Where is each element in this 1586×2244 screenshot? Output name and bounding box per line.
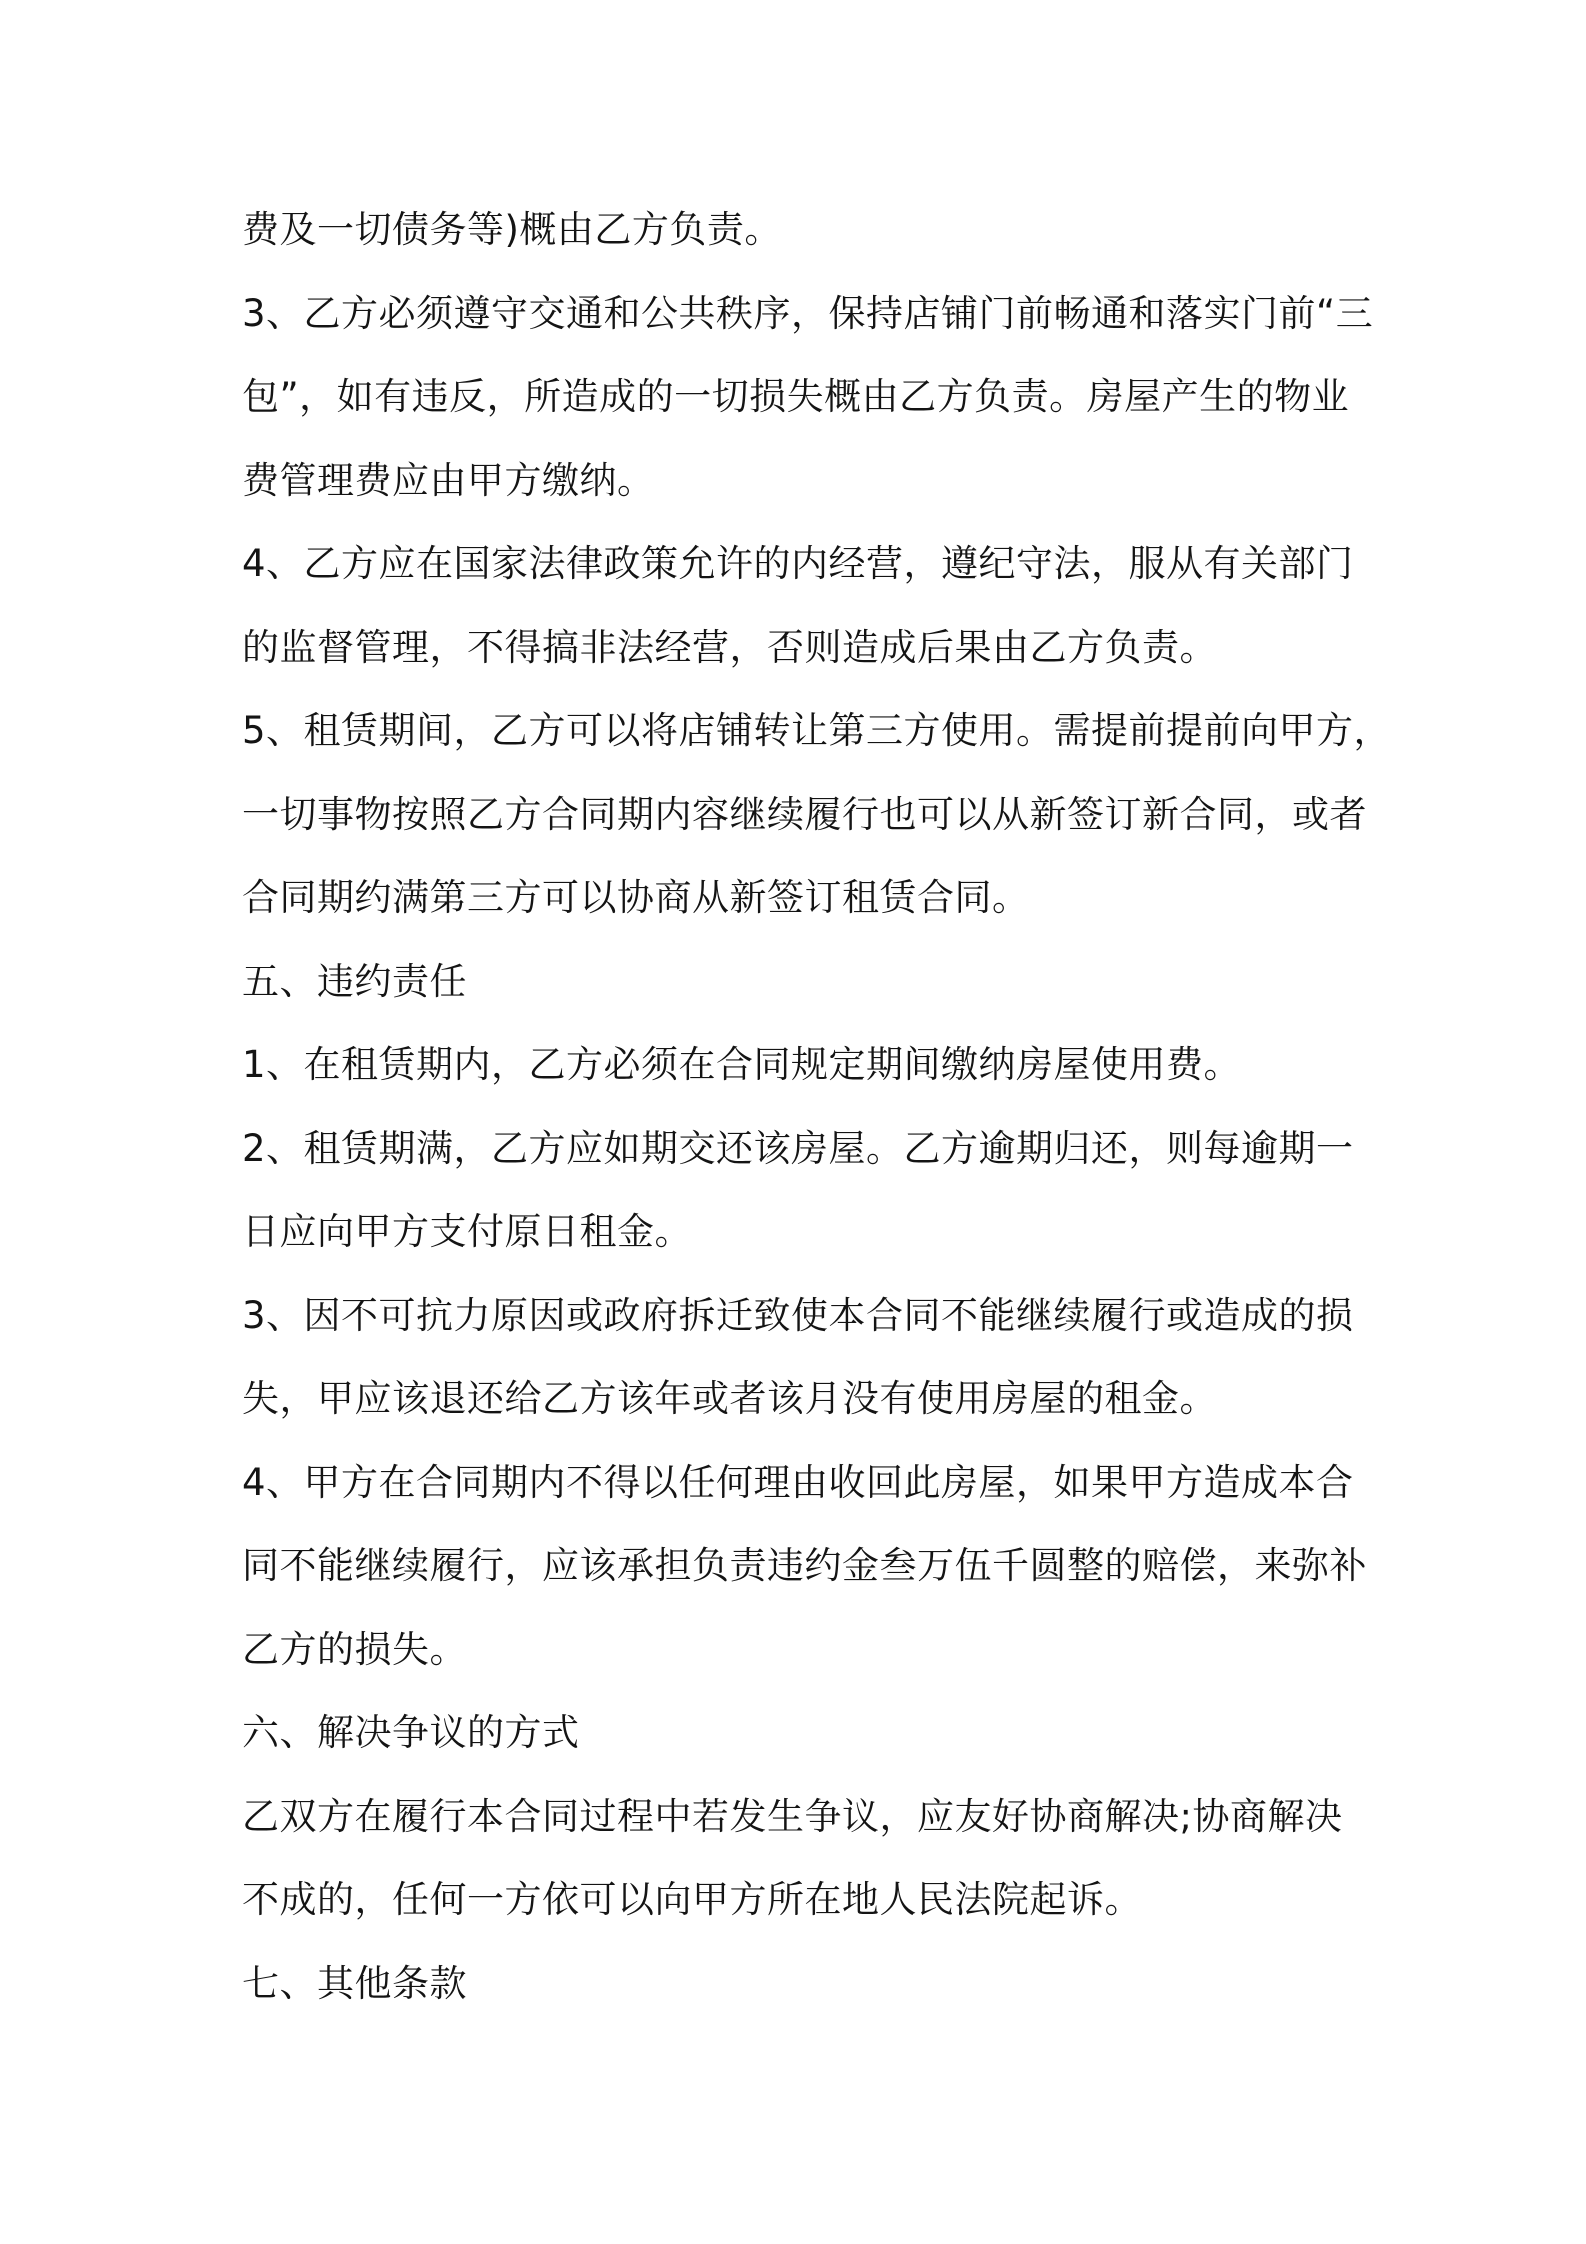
text-line: 合同期约满第三方可以协商从新签订租赁合同。 (242, 876, 1030, 919)
clause-4-line: 4、乙方应在国家法律政策允许的内经营，遵纪守法，服从有关部门 (242, 542, 1354, 585)
text-line: 费管理费应由甲方缴纳。 (242, 458, 655, 502)
text-line: 乙方的损失。 (242, 1627, 467, 1671)
section-heading-dispute: 六、解决争议的方式 (242, 1711, 580, 1754)
text-line: 的监督管理，不得搞非法经营，否则造成后果由乙方负责。 (242, 625, 1217, 669)
document-body (242, 188, 1392, 2025)
clause-3-line: 3、乙方必须遵守交通和公共秩序，保持店铺门前畅通和落实门前“三 (242, 291, 1374, 335)
text-line: 包”，如有违反，所造成的一切损失概由乙方负责。房屋产生的物业 (242, 375, 1350, 418)
section-heading-other: 七、其他条款 (242, 1961, 467, 2005)
clause-5-line: 5、租赁期间，乙方可以将店铺转让第三方使用。需提前提前向甲方， (242, 709, 1392, 752)
clause-4-line: 4、甲方在合同期内不得以任何理由收回此房屋，如果甲方造成本合 (242, 1460, 1354, 1504)
text-line: 同不能继续履行，应该承担负责违约金叁万伍千圆整的赔偿，来弥补 (242, 1544, 1367, 1587)
clause-2-line: 2、租赁期满，乙方应如期交还该房屋。乙方逾期归还，则每逾期一 (242, 1126, 1354, 1170)
text-line: 乙双方在履行本合同过程中若发生争议，应友好协商解决;协商解决 (242, 1794, 1343, 1838)
text-line: 日应向甲方支付原日租金。 (242, 1210, 692, 1253)
section-heading-breach: 五、违约责任 (242, 959, 467, 1003)
text-line: 费及一切债务等)概由乙方负责。 (242, 208, 782, 251)
clause-1-line: 1、在租赁期内，乙方必须在合同规定期间缴纳房屋使用费。 (242, 1043, 1242, 1086)
text-line: 不成的，任何一方依可以向甲方所在地人民法院起诉。 (242, 1878, 1142, 1921)
text-line: 一切事物按照乙方合同期内容继续履行也可以从新签订新合同，或者 (242, 792, 1367, 836)
clause-3-line: 3、因不可抗力原因或政府拆迁致使本合同不能继续履行或造成的损 (242, 1293, 1354, 1337)
text-line: 失，甲应该退还给乙方该年或者该月没有使用房屋的租金。 (242, 1377, 1217, 1420)
